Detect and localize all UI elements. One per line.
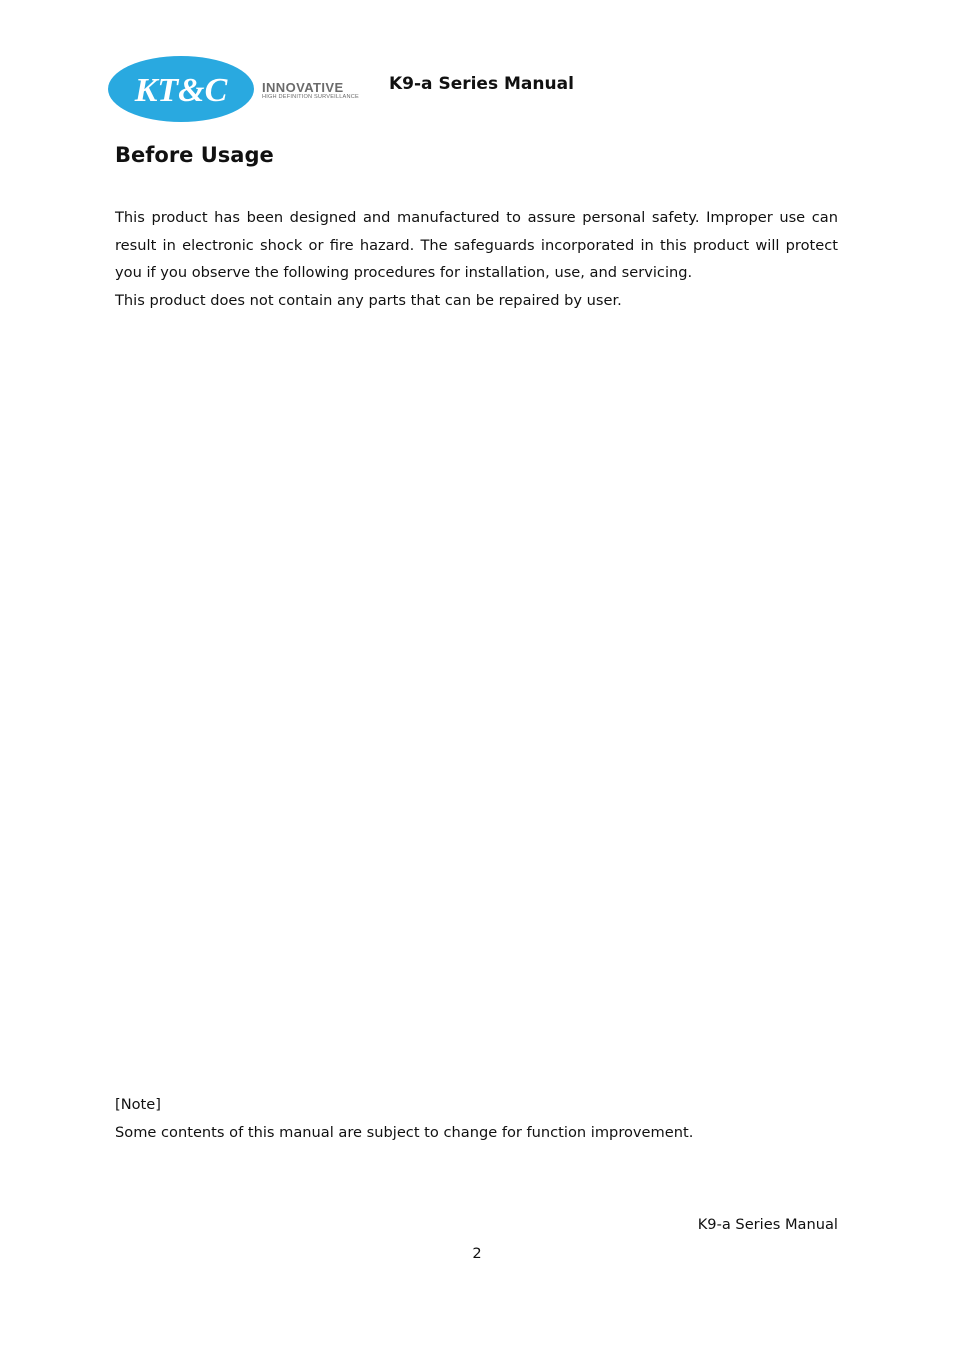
body-text: [115, 204, 838, 315]
logo-text: KT&C: [134, 72, 228, 109]
logo-tagline: INNOVATIVE: [262, 80, 344, 95]
paragraph-safety: This product has been designed and manufactured to assure personal safety. Improper use can result in electronic shock or fire hazard. The safeguards incorporated in this product will protect you if you observe the following procedures for installation, use, and servicing.: [115, 209, 838, 282]
ktc-logo-icon: [107, 55, 255, 123]
header-title: K9-a Series Manual: [389, 74, 574, 94]
page-title: Before Usage: [115, 143, 274, 167]
note-label: [Note]: [115, 1096, 161, 1113]
page-number: 2: [472, 1245, 482, 1262]
page-header: [107, 55, 707, 123]
ktc-logo: [107, 55, 255, 123]
logo-subtagline: HIGH DEFINITION SURVEILLANCE: [262, 94, 359, 100]
logo-tagline-block: [262, 81, 370, 101]
note-text: Some contents of this manual are subject to change for function improvement.: [115, 1123, 694, 1141]
paragraph-repair: This product does not contain any parts that can be repaired by user.: [115, 292, 622, 310]
footer-title: K9-a Series Manual: [697, 1216, 838, 1233]
note-section: [115, 1091, 838, 1146]
